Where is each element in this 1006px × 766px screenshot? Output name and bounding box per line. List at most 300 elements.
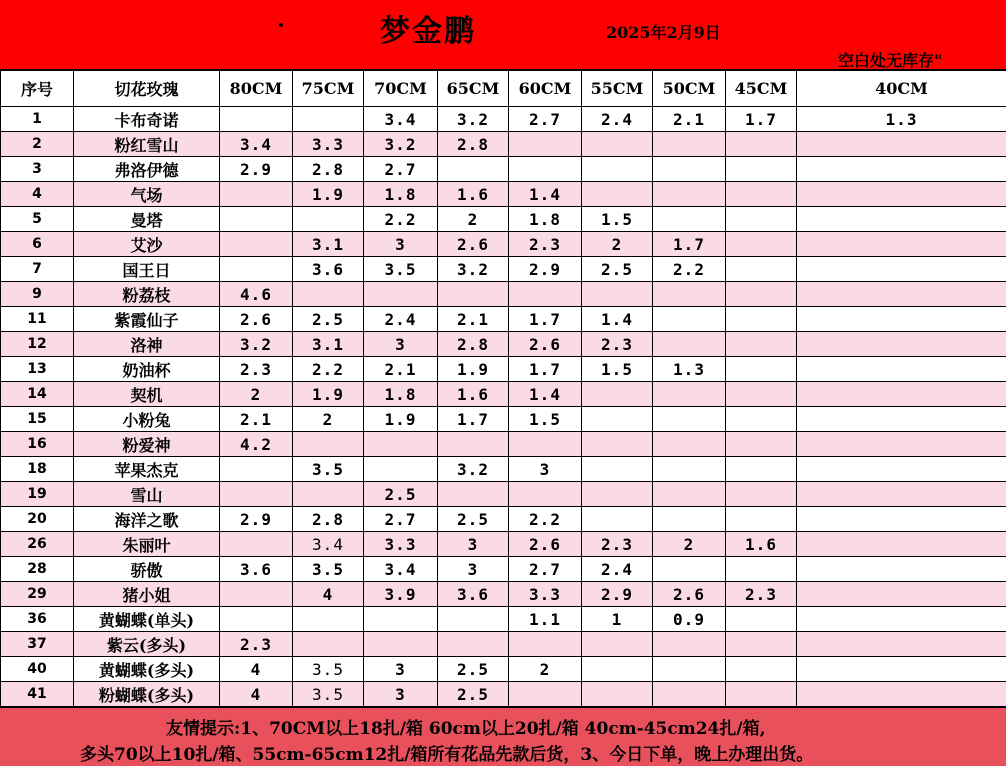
rose-variety-name: 粉荔枝 (74, 282, 220, 307)
price-cell (438, 282, 509, 307)
price-cell (797, 332, 1006, 357)
price-cell: 2.3 (220, 632, 293, 657)
price-cell (653, 382, 726, 407)
header-row (1, 71, 1006, 107)
column-header: 切花玫瑰 (74, 71, 220, 107)
price-cell (726, 632, 797, 657)
price-cell: 1.7 (653, 232, 726, 257)
price-cell: 3.1 (293, 332, 364, 357)
price-cell (797, 357, 1006, 382)
price-cell: 3 (438, 532, 509, 557)
column-header: 40CM (797, 71, 1006, 107)
price-cell: 3.3 (364, 532, 438, 557)
row-number: 3 (1, 157, 74, 182)
price-cell (653, 207, 726, 232)
price-cell (509, 132, 582, 157)
price-cell (726, 232, 797, 257)
rose-variety-name: 朱丽叶 (74, 532, 220, 557)
table-row (1, 582, 1006, 607)
row-number: 2 (1, 132, 74, 157)
price-cell: 2.5 (438, 682, 509, 707)
price-cell (797, 307, 1006, 332)
price-cell (653, 482, 726, 507)
price-cell: 1.1 (509, 607, 582, 632)
price-cell (726, 682, 797, 707)
rose-variety-name: 小粉兔 (74, 407, 220, 432)
row-number: 20 (1, 507, 74, 532)
column-header: 70CM (364, 71, 438, 107)
price-cell (797, 457, 1006, 482)
price-cell (509, 282, 582, 307)
column-header: 45CM (726, 71, 797, 107)
row-number: 4 (1, 182, 74, 207)
table-row (1, 507, 1006, 532)
price-cell: 1.9 (293, 382, 364, 407)
price-cell: 2 (653, 532, 726, 557)
price-cell: 2.7 (364, 507, 438, 532)
price-cell (220, 182, 293, 207)
rose-variety-name: 卡布奇诺 (74, 107, 220, 132)
price-cell (653, 432, 726, 457)
table-row (1, 382, 1006, 407)
price-cell (726, 657, 797, 682)
price-cell (797, 557, 1006, 582)
rose-variety-name: 黄蝴蝶(多头) (74, 657, 220, 682)
price-cell: 1.9 (364, 407, 438, 432)
price-cell (653, 157, 726, 182)
row-number: 13 (1, 357, 74, 382)
table-row (1, 632, 1006, 657)
price-cell (582, 657, 653, 682)
price-cell (582, 382, 653, 407)
price-cell: 2.8 (293, 157, 364, 182)
price-cell: 1.7 (509, 357, 582, 382)
price-cell: 2.9 (220, 507, 293, 532)
price-cell: 3 (364, 232, 438, 257)
price-cell: 2 (438, 207, 509, 232)
price-cell (797, 582, 1006, 607)
price-cell (726, 357, 797, 382)
price-cell (797, 382, 1006, 407)
row-number: 26 (1, 532, 74, 557)
rose-variety-name: 紫霞仙子 (74, 307, 220, 332)
row-number: 36 (1, 607, 74, 632)
price-cell: 1.6 (438, 182, 509, 207)
price-cell (509, 157, 582, 182)
rose-variety-name: 苹果杰克 (74, 457, 220, 482)
price-cell (797, 282, 1006, 307)
row-number: 37 (1, 632, 74, 657)
date-label: 2025年2月9日 (606, 23, 721, 42)
row-number: 5 (1, 207, 74, 232)
price-cell: 4.6 (220, 282, 293, 307)
price-cell (653, 632, 726, 657)
price-cell (582, 632, 653, 657)
price-cell: 1.9 (293, 182, 364, 207)
price-cell: 1.7 (509, 307, 582, 332)
price-cell (582, 282, 653, 307)
price-cell: 3 (509, 457, 582, 482)
price-cell: 2.1 (653, 107, 726, 132)
price-cell (509, 482, 582, 507)
rose-variety-name: 洛神 (74, 332, 220, 357)
price-cell (438, 482, 509, 507)
price-cell (509, 432, 582, 457)
header-mark: ・ (272, 16, 290, 37)
price-cell (726, 432, 797, 457)
table-row (1, 357, 1006, 382)
price-cell (438, 432, 509, 457)
page-title: 梦金鹏 (380, 14, 476, 49)
price-cell: 2.9 (509, 257, 582, 282)
price-cell (653, 507, 726, 532)
row-number: 12 (1, 332, 74, 357)
price-cell (797, 432, 1006, 457)
price-cell: 3.3 (293, 132, 364, 157)
price-cell (582, 132, 653, 157)
price-cell (653, 457, 726, 482)
rose-variety-name: 粉红雪山 (74, 132, 220, 157)
price-cell: 1.8 (364, 382, 438, 407)
price-cell (438, 607, 509, 632)
price-cell: 4.2 (220, 432, 293, 457)
price-cell: 2.3 (582, 332, 653, 357)
price-cell (726, 207, 797, 232)
column-header: 50CM (653, 71, 726, 107)
table-row (1, 107, 1006, 132)
price-cell: 2.1 (438, 307, 509, 332)
row-number: 6 (1, 232, 74, 257)
row-number: 28 (1, 557, 74, 582)
price-cell: 3 (364, 332, 438, 357)
row-number: 11 (1, 307, 74, 332)
price-cell: 1.3 (653, 357, 726, 382)
rose-variety-name: 艾沙 (74, 232, 220, 257)
price-cell (726, 157, 797, 182)
price-cell (797, 532, 1006, 557)
price-cell: 2.3 (220, 357, 293, 382)
price-cell (726, 132, 797, 157)
column-header: 55CM (582, 71, 653, 107)
price-cell (726, 332, 797, 357)
table-row (1, 132, 1006, 157)
price-cell (582, 682, 653, 707)
price-cell (582, 482, 653, 507)
stock-note: 空白处无库存" (838, 51, 943, 70)
table-body (1, 107, 1006, 707)
rose-variety-name: 雪山 (74, 482, 220, 507)
price-cell (726, 457, 797, 482)
price-cell (797, 507, 1006, 532)
table-row (1, 657, 1006, 682)
rose-variety-name: 国王日 (74, 257, 220, 282)
table-row (1, 232, 1006, 257)
price-cell: 2.2 (509, 507, 582, 532)
price-cell (653, 332, 726, 357)
column-header: 75CM (293, 71, 364, 107)
price-cell: 3.2 (364, 132, 438, 157)
price-cell: 3.1 (293, 232, 364, 257)
price-cell (726, 307, 797, 332)
price-cell: 3.2 (220, 332, 293, 357)
price-cell (220, 457, 293, 482)
price-cell: 2.6 (220, 307, 293, 332)
price-cell: 3.4 (364, 107, 438, 132)
price-cell: 2.6 (653, 582, 726, 607)
price-cell (293, 107, 364, 132)
price-cell (509, 682, 582, 707)
price-cell: 3.2 (438, 107, 509, 132)
price-cell (653, 282, 726, 307)
price-cell: 1.7 (438, 407, 509, 432)
price-cell: 4 (293, 582, 364, 607)
row-number: 14 (1, 382, 74, 407)
price-cell (220, 532, 293, 557)
price-cell: 2.6 (438, 232, 509, 257)
table-row (1, 432, 1006, 457)
price-cell (653, 182, 726, 207)
table-row (1, 682, 1006, 707)
price-cell (797, 482, 1006, 507)
column-header: 序号 (1, 71, 74, 107)
price-cell: 1.6 (438, 382, 509, 407)
row-number: 1 (1, 107, 74, 132)
table-row (1, 407, 1006, 432)
rose-variety-name: 骄傲 (74, 557, 220, 582)
price-cell: 2.5 (582, 257, 653, 282)
table-row (1, 282, 1006, 307)
price-cell: 2.8 (293, 507, 364, 532)
price-cell: 2.6 (509, 532, 582, 557)
table-row (1, 182, 1006, 207)
row-number: 9 (1, 282, 74, 307)
column-header: 65CM (438, 71, 509, 107)
price-cell (653, 557, 726, 582)
price-cell (797, 607, 1006, 632)
price-cell: 2.8 (438, 132, 509, 157)
price-cell (797, 257, 1006, 282)
row-number: 16 (1, 432, 74, 457)
price-cell (653, 132, 726, 157)
rose-variety-name: 奶油杯 (74, 357, 220, 382)
price-cell (364, 632, 438, 657)
price-cell: 2.9 (582, 582, 653, 607)
rose-variety-name: 黄蝴蝶(单头) (74, 607, 220, 632)
notice-line-2: 多头70以上10扎/箱、55cm-65cm12扎/箱所有花品先款后货，3、今日下单，晚上办理出货。 (80, 745, 814, 765)
price-cell: 1.4 (582, 307, 653, 332)
price-cell: 2.4 (364, 307, 438, 332)
header-band (0, 0, 1006, 70)
price-cell: 4 (220, 657, 293, 682)
footer-notice (0, 707, 1006, 766)
price-cell (797, 207, 1006, 232)
price-cell (220, 107, 293, 132)
price-cell: 1.9 (438, 357, 509, 382)
price-cell: 3.5 (293, 457, 364, 482)
price-cell (726, 607, 797, 632)
price-cell (726, 382, 797, 407)
price-cell (653, 682, 726, 707)
price-cell: 3 (438, 557, 509, 582)
price-cell (797, 157, 1006, 182)
price-cell: 2.8 (438, 332, 509, 357)
price-cell: 2.3 (509, 232, 582, 257)
price-cell: 1.3 (797, 107, 1006, 132)
row-number: 29 (1, 582, 74, 607)
table-row (1, 482, 1006, 507)
price-cell: 3.4 (293, 532, 364, 557)
price-cell: 3.5 (293, 657, 364, 682)
price-cell (582, 432, 653, 457)
price-cell (509, 632, 582, 657)
price-table (0, 70, 1006, 707)
price-cell (582, 182, 653, 207)
price-cell: 2.7 (509, 107, 582, 132)
price-cell (726, 557, 797, 582)
price-cell: 1 (582, 607, 653, 632)
price-cell: 2.4 (582, 107, 653, 132)
price-cell: 1.5 (509, 407, 582, 432)
price-cell: 2.1 (364, 357, 438, 382)
rose-variety-name: 粉爱神 (74, 432, 220, 457)
price-cell: 2.5 (438, 507, 509, 532)
row-number: 19 (1, 482, 74, 507)
table-row (1, 257, 1006, 282)
price-cell (582, 407, 653, 432)
price-cell (220, 232, 293, 257)
price-cell (220, 482, 293, 507)
price-cell (293, 432, 364, 457)
table-row (1, 157, 1006, 182)
price-cell: 1.4 (509, 182, 582, 207)
price-cell (653, 307, 726, 332)
price-cell: 3.4 (364, 557, 438, 582)
price-cell: 3.6 (220, 557, 293, 582)
price-cell: 2.5 (364, 482, 438, 507)
price-cell (293, 282, 364, 307)
price-cell (364, 282, 438, 307)
price-cell: 2.3 (726, 582, 797, 607)
price-cell: 3 (364, 682, 438, 707)
price-cell: 3.2 (438, 257, 509, 282)
price-cell (582, 457, 653, 482)
table-row (1, 307, 1006, 332)
price-cell (220, 207, 293, 232)
price-cell (797, 407, 1006, 432)
price-cell: 3.5 (293, 682, 364, 707)
price-cell: 3.9 (364, 582, 438, 607)
price-cell (293, 207, 364, 232)
price-cell: 2.5 (438, 657, 509, 682)
price-cell: 3.3 (509, 582, 582, 607)
price-cell: 2.5 (293, 307, 364, 332)
price-cell (438, 157, 509, 182)
rose-variety-name: 弗洛伊德 (74, 157, 220, 182)
table-row (1, 607, 1006, 632)
price-cell (220, 257, 293, 282)
notice-line-1: 友情提示:1、70CM以上18扎/箱 60cm以上20扎/箱 40cm-45cm24扎/箱, (166, 719, 766, 739)
price-cell (797, 182, 1006, 207)
price-cell: 3.4 (220, 132, 293, 157)
rose-variety-name: 紫云(多头) (74, 632, 220, 657)
price-cell: 1.8 (509, 207, 582, 232)
price-cell: 3.5 (364, 257, 438, 282)
price-cell (582, 507, 653, 532)
price-cell: 2.3 (582, 532, 653, 557)
price-cell: 3.5 (293, 557, 364, 582)
price-cell: 2.2 (653, 257, 726, 282)
price-cell: 2.7 (509, 557, 582, 582)
price-cell (293, 482, 364, 507)
price-cell: 2.4 (582, 557, 653, 582)
price-cell (797, 132, 1006, 157)
row-number: 15 (1, 407, 74, 432)
price-cell (797, 632, 1006, 657)
price-cell: 3.6 (293, 257, 364, 282)
price-cell (726, 282, 797, 307)
rose-variety-name: 契机 (74, 382, 220, 407)
price-cell: 1.7 (726, 107, 797, 132)
price-cell (582, 157, 653, 182)
column-header: 80CM (220, 71, 293, 107)
rose-variety-name: 海洋之歌 (74, 507, 220, 532)
price-cell: 2.9 (220, 157, 293, 182)
price-cell (364, 432, 438, 457)
price-cell (726, 257, 797, 282)
price-cell (726, 407, 797, 432)
price-cell: 1.5 (582, 357, 653, 382)
price-cell (726, 182, 797, 207)
price-cell: 3.6 (438, 582, 509, 607)
price-cell: 2.2 (364, 207, 438, 232)
column-header: 60CM (509, 71, 582, 107)
price-cell: 4 (220, 682, 293, 707)
price-cell: 2.6 (509, 332, 582, 357)
row-number: 7 (1, 257, 74, 282)
rose-variety-name: 气场 (74, 182, 220, 207)
table-row (1, 207, 1006, 232)
row-number: 40 (1, 657, 74, 682)
price-cell (726, 507, 797, 532)
price-cell: 1.5 (582, 207, 653, 232)
row-number: 18 (1, 457, 74, 482)
price-cell (364, 607, 438, 632)
price-cell: 3.2 (438, 457, 509, 482)
price-cell (797, 682, 1006, 707)
price-cell: 0.9 (653, 607, 726, 632)
rose-variety-name: 曼塔 (74, 207, 220, 232)
table-row (1, 457, 1006, 482)
price-cell: 2 (582, 232, 653, 257)
table-row (1, 532, 1006, 557)
price-cell: 2.1 (220, 407, 293, 432)
table-row (1, 557, 1006, 582)
price-cell (653, 657, 726, 682)
price-cell: 2 (220, 382, 293, 407)
table-row (1, 332, 1006, 357)
price-cell: 2 (293, 407, 364, 432)
price-cell: 3 (364, 657, 438, 682)
price-cell (797, 232, 1006, 257)
rose-variety-name: 粉蝴蝶(多头) (74, 682, 220, 707)
price-cell (293, 632, 364, 657)
price-cell (220, 582, 293, 607)
price-cell: 1.4 (509, 382, 582, 407)
price-cell (797, 657, 1006, 682)
price-cell: 2.7 (364, 157, 438, 182)
rose-variety-name: 猪小姐 (74, 582, 220, 607)
price-cell: 2.2 (293, 357, 364, 382)
